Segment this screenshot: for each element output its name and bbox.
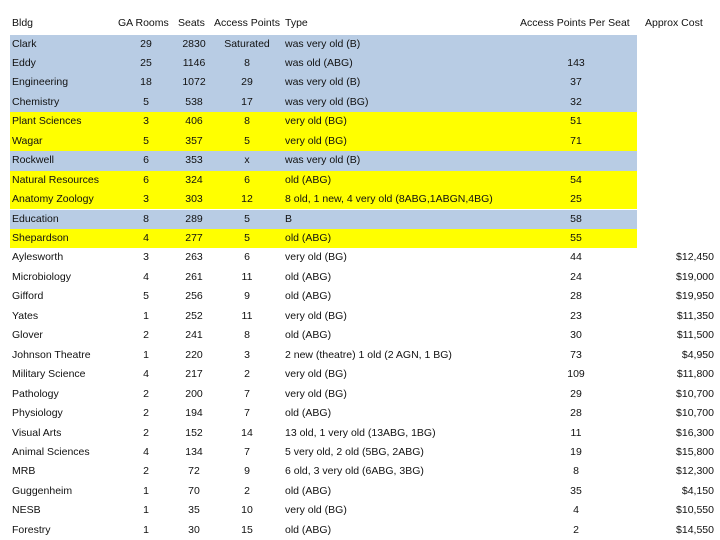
cell-bldg: Physiology [12,407,63,420]
cell-type: was very old (B) [285,154,361,167]
cell-ga-rooms: 2 [143,465,149,478]
cell-type: old (ABG) [285,329,332,342]
table-row [0,385,720,404]
cell-approx-cost: $10,700 [676,387,714,400]
cell-approx-cost: $10,550 [676,504,714,517]
cell-ga-rooms: 4 [143,232,149,244]
cell-ap-per-seat: 19 [570,445,582,458]
cell-type: was old (ABG) [285,56,353,69]
table-row [0,346,720,365]
cell-ga-rooms: 2 [143,329,149,342]
cell-type: 5 very old, 2 old (5BG, 2ABG) [285,445,424,458]
cell-ap-per-seat: 55 [570,232,582,244]
cell-bldg: Pathology [12,387,59,400]
cell-approx-cost: $16,300 [676,426,714,439]
table-row [0,424,720,443]
cell-bldg: Animal Sciences [12,445,90,458]
table-row [0,307,720,326]
cell-ga-rooms: 8 [143,212,149,225]
cell-ap-per-seat: 24 [570,270,582,283]
table-row [0,326,720,345]
cell-type: old (ABG) [285,523,332,536]
cell-ap-per-seat: 29 [570,387,582,400]
cell-ga-rooms: 25 [140,56,152,69]
header-access-points: Access Points [214,17,280,29]
cell-access-points: 7 [244,407,250,420]
cell-seats: 256 [185,290,203,303]
cell-approx-cost: $19,000 [676,270,714,283]
cell-ga-rooms: 1 [143,523,149,536]
cell-ap-per-seat: 25 [570,193,582,206]
cell-ga-rooms: 1 [143,348,149,361]
cell-type: very old (BG) [285,115,347,128]
cell-access-points: 7 [244,445,250,458]
cell-seats: 303 [185,193,203,206]
cell-seats: 2830 [182,37,206,50]
cell-access-points: Saturated [224,37,270,50]
cell-bldg: Yates [12,309,39,322]
cell-bldg: Forestry [12,523,51,536]
table-row [0,112,720,131]
cell-approx-cost [636,112,718,131]
cell-bldg: Chemistry [12,95,60,108]
table-row [0,521,720,540]
cell-ga-rooms: 3 [143,193,149,206]
table-row [0,462,720,481]
cell-approx-cost [636,190,718,209]
cell-approx-cost: $15,800 [676,445,714,458]
cell-bldg: Gifford [12,290,44,303]
cell-ga-rooms: 5 [143,290,149,303]
cell-seats: 35 [188,504,200,517]
cell-seats: 70 [188,484,200,497]
table-row [0,35,720,54]
cell-type: was very old (BG) [285,95,369,108]
cell-approx-cost: $12,300 [676,465,714,478]
cell-access-points: 10 [241,504,253,517]
cell-access-points: 14 [241,426,253,439]
cell-ga-rooms: 4 [143,445,149,458]
header-bldg: Bldg [12,17,34,29]
cell-seats: 200 [185,387,203,400]
cell-approx-cost [636,171,718,190]
cell-access-points: 9 [244,290,250,303]
cell-ap-per-seat: 37 [570,76,582,89]
cell-bldg: Education [12,212,59,225]
cell-seats: 217 [185,368,203,381]
cell-ap-per-seat: 71 [570,134,582,147]
cell-ap-per-seat: 23 [570,309,582,322]
cell-seats: 30 [188,523,200,536]
cell-ga-rooms: 2 [143,426,149,439]
cell-bldg: Rockwell [12,154,55,167]
cell-access-points: 15 [241,523,253,536]
cell-ga-rooms: 5 [143,134,149,147]
cell-type: very old (BG) [285,309,347,322]
cell-bldg: Microbiology [12,270,71,283]
cell-ga-rooms: 4 [143,270,149,283]
cell-approx-cost: $19,950 [676,290,714,303]
table-row [0,404,720,423]
cell-ap-per-seat: 8 [573,465,579,478]
cell-ga-rooms: 5 [143,95,149,108]
cell-bldg: Plant Sciences [12,115,82,128]
table-row [0,132,720,151]
cell-access-points: 2 [244,368,250,381]
cell-type: old (ABG) [285,232,332,244]
table-row [0,151,720,170]
cell-type: 8 old, 1 new, 4 very old (8ABG,1ABGN,4BG) [285,193,493,206]
cell-ap-per-seat: 51 [570,115,582,128]
cell-approx-cost: $12,450 [676,251,714,264]
cell-access-points: 6 [244,173,250,186]
cell-seats: 252 [185,309,203,322]
cell-ap-per-seat: 11 [570,426,582,439]
cell-approx-cost [636,132,718,151]
cell-approx-cost [636,210,718,229]
table-row [0,501,720,520]
cell-type: old (ABG) [285,407,332,420]
cell-seats: 289 [185,212,203,225]
cell-access-points: 6 [244,251,250,264]
cell-approx-cost: $11,350 [676,309,714,322]
cell-type: 13 old, 1 very old (13ABG, 1BG) [285,426,436,439]
cell-ga-rooms: 6 [143,173,149,186]
cell-ap-per-seat: 28 [570,407,582,420]
cell-seats: 324 [185,173,203,186]
cell-type: old (ABG) [285,173,332,186]
header-row [0,14,720,33]
cell-ga-rooms: 1 [143,504,149,517]
cell-approx-cost [636,229,718,248]
table-row [0,73,720,92]
cell-ap-per-seat: 30 [570,329,582,342]
cell-approx-cost: $14,550 [676,523,714,536]
cell-ga-rooms: 2 [143,387,149,400]
cell-type: very old (BG) [285,368,347,381]
cell-bldg: Guggenheim [12,484,73,497]
cell-approx-cost: $4,150 [681,484,714,497]
cell-ap-per-seat: 32 [570,95,582,108]
cell-access-points: 9 [244,465,250,478]
cell-ap-per-seat: 54 [570,173,582,186]
cell-access-points: 8 [244,56,250,69]
cell-ap-per-seat: 4 [573,504,579,517]
cell-bldg: Shepardson [12,232,69,244]
cell-approx-cost: $11,800 [676,368,714,381]
cell-seats: 241 [185,329,203,342]
cell-type: very old (BG) [285,387,347,400]
header-seats: Seats [178,17,205,29]
cell-seats: 1072 [182,76,206,89]
cell-ap-per-seat: 35 [570,484,582,497]
table-row [0,248,720,267]
cell-seats: 263 [185,251,203,264]
cell-approx-cost: $11,500 [676,329,714,342]
cell-bldg: Johnson Theatre [12,348,91,361]
header-ga-rooms: GA Rooms [118,17,169,29]
cell-bldg: Military Science [12,368,86,381]
cell-approx-cost [636,54,718,73]
cell-access-points: x [244,154,250,167]
table-row [0,443,720,462]
cell-type: very old (BG) [285,134,347,147]
cell-access-points: 12 [241,193,253,206]
cell-access-points: 17 [241,95,253,108]
cell-seats: 194 [185,407,203,420]
cell-ap-per-seat: 73 [570,348,582,361]
cell-seats: 261 [185,270,203,283]
cell-access-points: 7 [244,387,250,400]
table-row [0,54,720,73]
cell-ga-rooms: 3 [143,251,149,264]
cell-seats: 220 [185,348,203,361]
cell-bldg: Clark [12,37,37,50]
cell-seats: 538 [185,95,203,108]
cell-access-points: 8 [244,329,250,342]
cell-seats: 152 [185,426,203,439]
cell-ga-rooms: 29 [140,37,152,50]
cell-access-points: 8 [244,115,250,128]
cell-type: was very old (B) [285,76,361,89]
cell-access-points: 29 [241,76,253,89]
cell-bldg: Glover [12,329,43,342]
cell-seats: 1146 [182,56,206,69]
table-row [0,190,720,209]
table-row [0,210,720,229]
cell-bldg: Natural Resources [12,173,99,186]
cell-seats: 406 [185,115,203,128]
table-row [0,229,720,248]
cell-ga-rooms: 4 [143,368,149,381]
cell-ap-per-seat: 58 [570,212,582,225]
table-row [0,171,720,190]
cell-ap-per-seat: 28 [570,290,582,303]
cell-seats: 72 [188,465,200,478]
cell-access-points: 11 [241,309,253,322]
cell-access-points: 11 [241,270,253,283]
header-approx-cost: Approx Cost [645,17,703,29]
cell-access-points: 2 [244,484,250,497]
cell-bldg: Wagar [12,134,43,147]
cell-type: B [285,212,293,225]
cell-ap-per-seat [520,35,632,54]
cell-access-points: 5 [244,212,250,225]
cell-ga-rooms: 1 [143,484,149,497]
cell-ga-rooms: 1 [143,309,149,322]
table-row [0,268,720,287]
table-row [0,482,720,501]
cell-bldg: Eddy [12,56,36,69]
cell-type: very old (BG) [285,504,347,517]
table-row [0,287,720,306]
cell-ga-rooms: 18 [140,76,152,89]
cell-ap-per-seat: 109 [567,368,585,381]
header-type: Type [285,17,308,29]
table-row [0,365,720,384]
cell-ap-per-seat: 44 [570,251,582,264]
cell-ap-per-seat: 143 [567,56,585,69]
cell-seats: 277 [185,232,203,244]
cell-type: was very old (B) [285,37,361,50]
cell-access-points: 3 [244,348,250,361]
table-row [0,93,720,112]
cell-bldg: MRB [12,465,36,478]
cell-bldg: NESB [12,504,41,517]
cell-type: old (ABG) [285,290,332,303]
cell-ap-per-seat: 2 [573,523,579,536]
cell-type: old (ABG) [285,270,332,283]
cell-bldg: Visual Arts [12,426,62,439]
cell-seats: 134 [185,445,203,458]
cell-ga-rooms: 2 [143,407,149,420]
cell-approx-cost: $10,700 [676,407,714,420]
cell-approx-cost [636,73,718,92]
cell-ga-rooms: 3 [143,115,149,128]
cell-type: very old (BG) [285,251,347,264]
cell-ap-per-seat [520,151,632,170]
header-ap-per-seat: Access Points Per Seat [520,17,630,29]
cell-seats: 357 [185,134,203,147]
cell-type: 6 old, 3 very old (6ABG, 3BG) [285,465,424,478]
cell-approx-cost [636,35,718,54]
cell-type: 2 new (theatre) 1 old (2 AGN, 1 BG) [285,348,452,361]
cell-seats: 353 [185,154,203,167]
cell-bldg: Aylesworth [12,251,64,264]
cell-type: old (ABG) [285,484,332,497]
cell-approx-cost [636,93,718,112]
cell-ga-rooms: 6 [143,154,149,167]
cell-access-points: 5 [244,232,250,244]
cell-approx-cost: $4,950 [681,348,714,361]
cell-bldg: Anatomy Zoology [12,193,94,206]
cell-access-points: 5 [244,134,250,147]
cell-bldg: Engineering [12,76,69,89]
cell-approx-cost [636,151,718,170]
